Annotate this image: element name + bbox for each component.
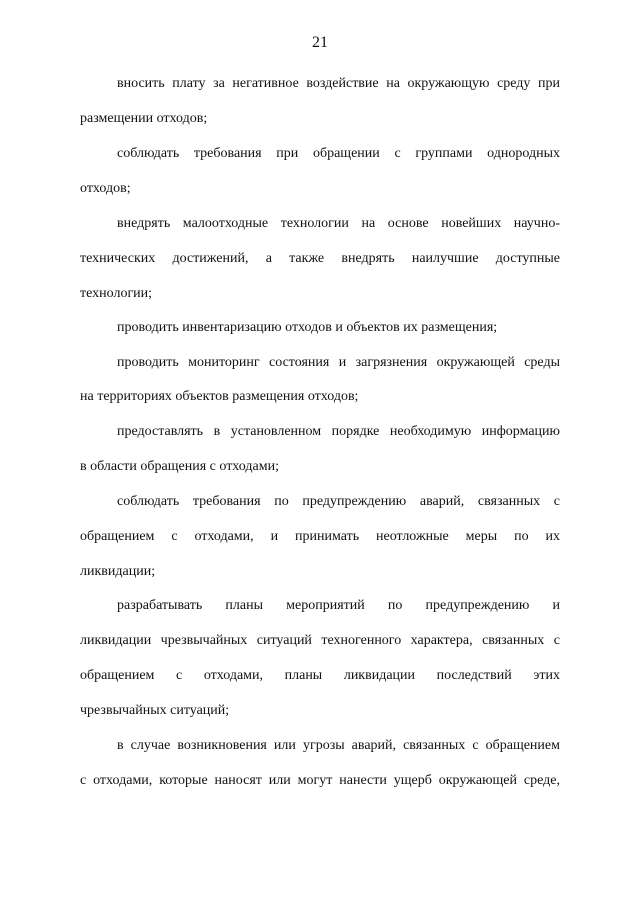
text-line: чрезвычайных ситуаций; (80, 703, 230, 718)
text-line: соблюдать требования при обращении с группами однородных (117, 146, 560, 161)
text-line: обращением с отходами, планы ликвидации последствий этих (80, 668, 560, 683)
text-line: проводить инвентаризацию отходов и объектов их размещения; (117, 320, 498, 335)
text-line: технических достижений, а также внедрять наилучшие доступные (80, 251, 560, 266)
text-line: технологии; (80, 286, 153, 301)
text-line: на территориях объектов размещения отходов; (80, 389, 359, 404)
text-line: соблюдать требования по предупреждению аварий, связанных с (117, 494, 560, 509)
text-line: проводить мониторинг состояния и загрязнения окружающей среды (117, 355, 560, 370)
text-line: в случае возникновения или угрозы аварий, связанных с обращением (117, 738, 560, 753)
page-number: 21 (312, 34, 328, 51)
text-line: размещении отходов; (80, 111, 208, 126)
text-line: предоставлять в установленном порядке необходимую информацию (117, 424, 560, 439)
text-line: в области обращения с отходами; (80, 459, 279, 474)
text-line: обращением с отходами, и принимать неотложные меры по их (80, 529, 560, 544)
text-line: ликвидации; (80, 564, 156, 579)
text-line: ликвидации чрезвычайных ситуаций техногенного характера, связанных с (80, 633, 560, 648)
text-line: разрабатывать планы мероприятий по предупреждению и (117, 598, 560, 613)
text-line: отходов; (80, 181, 131, 196)
text-line: внедрять малоотходные технологии на основе новейших научно- (117, 216, 560, 231)
text-line: с отходами, которые наносят или могут нанести ущерб окружающей среде, (80, 773, 560, 788)
text-line: вносить плату за негативное воздействие на окружающую среду при (117, 76, 560, 91)
